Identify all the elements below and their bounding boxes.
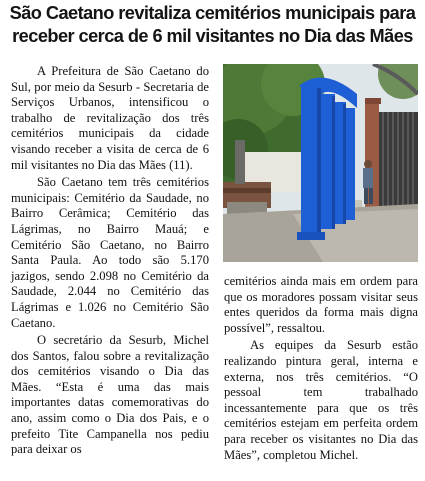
article-paragraph: O secretário da Sesurb, Michel dos Santos, falou sobre a revitalização dos cemitérios visando o Dia das Mães. “Esta é uma das mais importantes datas comemorativas do ano, assim como o Dia dos Pais, e o prefeito Tite Campanella nos pediu para deixar os: [11, 333, 209, 457]
headline-line-2: receber cerca de 6 mil visitantes no Dia das Mães: [12, 26, 413, 46]
article-left-column: [11, 64, 209, 458]
article-paragraph: A Prefeitura de São Caetano do Sul, por meio da Sesurb - Secretaria de Serviços Urbanos, intensificou o trabalho de revitalização dos três cemitérios municipais da cidade visando receber a visita de cerca de 6 mil visitantes no Dia das Mães (11).: [11, 64, 209, 172]
article-photo: [223, 64, 418, 262]
article-paragraph: cemitérios ainda mais em ordem para que os moradores possam visitar seus entes queridos da forma mais digna possível”, ressaltou.: [224, 274, 418, 335]
headline-line-1: São Caetano revitaliza cemitérios municipais para: [9, 3, 416, 23]
article-paragraph: As equipes da Sesurb estão realizando pintura geral, interna e externa, nos três cemitérios. “O pessoal tem trabalhado incessantemente para que os três cemitérios estejam em perfeita ordem para receber os visitantes no Dia das Mães”, completou Michel.: [224, 338, 418, 462]
headline: [0, 2, 425, 48]
article-right-column: [224, 274, 418, 463]
article-paragraph: São Caetano tem três cemitérios municipais: Cemitério da Saudade, no Bairro Cerâmica; Cemitério das Lágrimas, no Bairro Mauá; e Cemitério São Caetano, no Bairro Santa Paula. Ao todo são 5.170 jazigos, sendo 2.098 no Cemitério da Saudade, 2.044 no Cemitério das Lágrimas e 1.026 no Cemitério São Caetano.: [11, 175, 209, 330]
